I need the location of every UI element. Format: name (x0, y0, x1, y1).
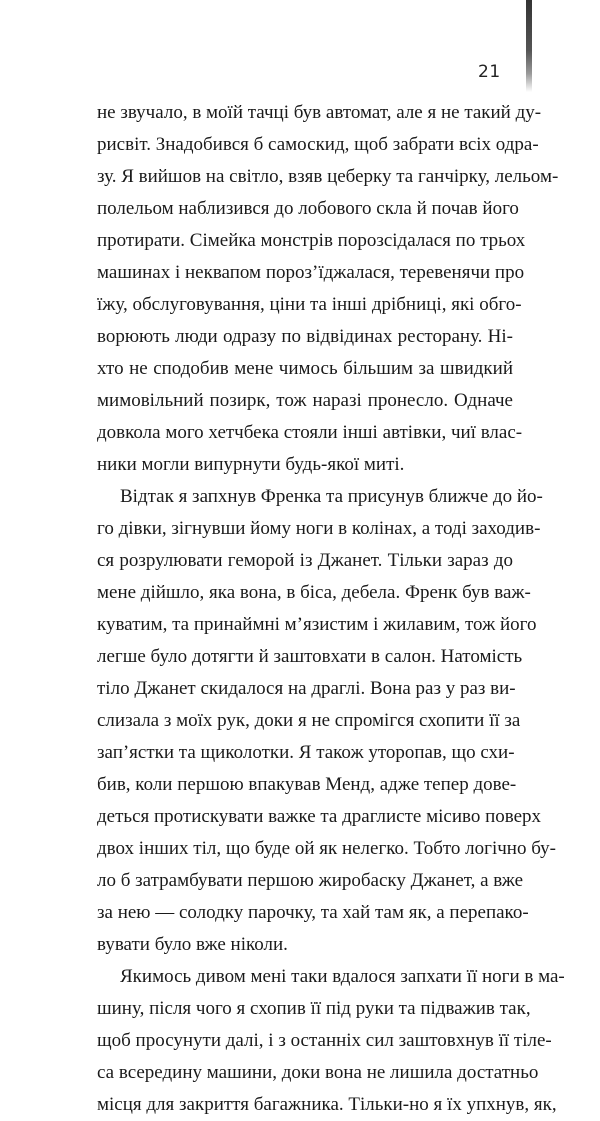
text-line: щоб просунути далі, і з останніх сил заштовхнув її тіле- (97, 1030, 552, 1051)
text-line: машинах і неквапом пороз’їджалася, теревенячи про (97, 262, 525, 283)
text-line: ники могли випурнути будь-якої миті. (97, 454, 405, 475)
text-line: бив, коли першою впакував Менд, адже тепер дове- (97, 774, 517, 795)
text-line: не звучало, в моїй тачці був автомат, але я не такий ду- (97, 102, 542, 123)
text-line: мимовільний позирк, тож наразі пронесло. Одначе (97, 390, 513, 411)
text-line: полельом наблизився до лобового скла й почав його (97, 198, 519, 219)
text-line: зап’ястки та щиколотки. Я також уторопав, що схи- (97, 742, 515, 763)
page-edge-marker (526, 0, 532, 92)
text-line: двох інших тіл, що буде ой як нелегко. Тобто логічно бу- (97, 838, 556, 859)
text-line: ворюють люди одразу по відвідинах ресторану. Ні- (97, 326, 513, 347)
text-line: са всередину машини, доки вона не лишила достатньо (97, 1062, 539, 1083)
text-line: їжу, обслуговування, ціни та інші дрібниці, які обго- (97, 294, 522, 315)
text-line: місця для закриття багажника. Тільки-но я їх упхнув, як, (97, 1094, 557, 1115)
text-line: куватим, та принаймні м’язистим і жилавим, тож його (97, 614, 537, 635)
text-line: го дівки, зігнувши йому ноги в колінах, а тоді заходив- (97, 518, 541, 539)
text-line: тіло Джанет скидалося на драглі. Вона раз у раз ви- (97, 678, 516, 699)
text-line: зу. Я вийшов на світло, взяв цеберку та ганчірку, лельом- (97, 166, 559, 187)
paragraph-start-line: Відтак я запхнув Френка та присунув ближче до йо- (120, 486, 543, 507)
text-line: вувати було вже ніколи. (97, 934, 288, 955)
text-line: ся розрулювати геморой із Джанет. Тільки зараз до (97, 550, 513, 571)
text-line: за нею — солодку парочку, та хай там як, а перепако- (97, 902, 529, 923)
body-text (97, 97, 565, 1121)
text-line: хто не сподобив мене чимось більшим за швидкий (97, 358, 513, 379)
text-line: протирати. Сімейка монстрів порозсідалася по трьох (97, 230, 526, 251)
text-line: шину, після чого я схопив її під руки та підважив так, (97, 998, 531, 1019)
text-line: деться протискувати важке та драглисте місиво поверх (97, 806, 542, 827)
text-line: легше було дотягти й заштовхати в салон. Натомість (97, 646, 523, 667)
text-line: рисвіт. Знадобився б самоскид, щоб забрати всіх одра- (97, 134, 539, 155)
paragraph-start-line: Якимось дивом мені таки вдалося запхати її ноги в ма- (120, 966, 565, 987)
text-line: мене дійшло, яка вона, в біса, дебела. Френк був важ- (97, 582, 531, 603)
text-line: слизала з моїх рук, доки я не спромігся схопити її за (97, 710, 521, 731)
text-line: ло б затрамбувати першою жиробаску Джанет, а вже (97, 870, 524, 891)
text-line: довкола мого хетчбека стояли інші автівки, чиї влас- (97, 422, 523, 443)
page-number: 21 (478, 62, 501, 82)
